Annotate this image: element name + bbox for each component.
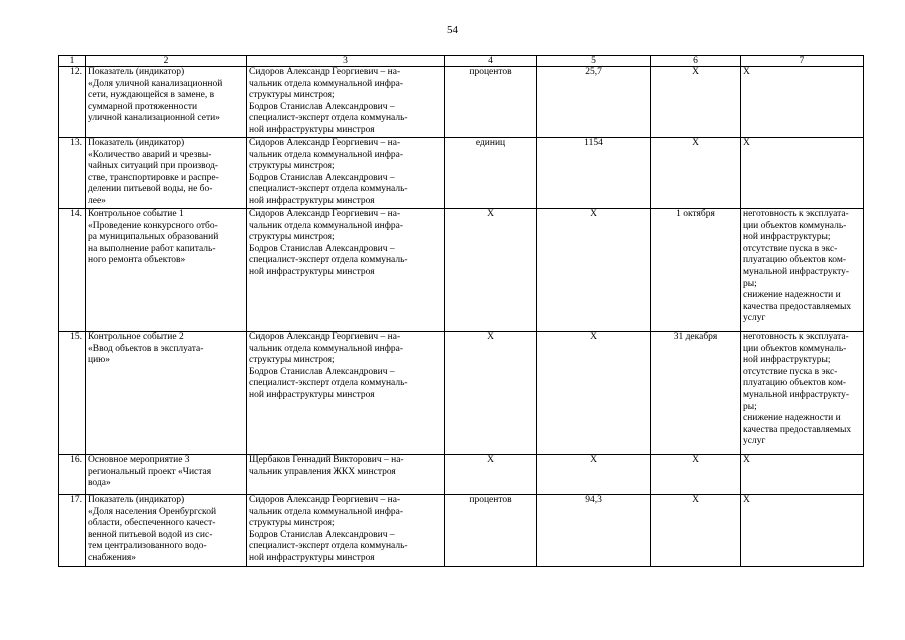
- row-date: X: [651, 495, 741, 567]
- row-unit: X: [445, 332, 537, 455]
- row-risks: X: [741, 495, 864, 567]
- row-name: Показатель (индикатор) «Количество аварий и чрезвы- чайных ситуаций при производ- стве, транспортировке и распре- делении питьевой воды, не бо- лее»: [86, 138, 247, 209]
- row-unit: X: [445, 209, 537, 332]
- row-date: X: [651, 138, 741, 209]
- column-numbers-row: [59, 56, 864, 67]
- row-responsible: Сидоров Александр Георгиевич – на- чальник отдела коммунальной инфра- структуры минстроя; Бодров Станислав Александрович – специалист-эксперт отдела коммуналь- ной инфраструктуры минстроя: [247, 495, 445, 567]
- row-risks: X: [741, 455, 864, 495]
- row-unit: X: [445, 455, 537, 495]
- row-date: 1 октября: [651, 209, 741, 332]
- row-date: X: [651, 67, 741, 138]
- table-row: [59, 455, 864, 495]
- table-row: [59, 209, 864, 332]
- row-name: Контрольное событие 2 «Ввод объектов в эксплуата- цию»: [86, 332, 247, 455]
- column-number: 4: [445, 56, 537, 67]
- row-risks: неготовность к эксплуата- ции объектов коммуналь- ной инфраструктуры; отсутствие пуска в экс- плуатацию объектов ком- мунальной инфраструкту- ры; снижение надежности и качества предоставляемых услуг: [741, 209, 864, 332]
- row-number: 15.: [59, 332, 86, 455]
- row-name: Показатель (индикатор) «Доля уличной канализационной сети, нуждающейся в замене, в суммарной протяженности уличной канализационной сети»: [86, 67, 247, 138]
- row-value: 94,3: [537, 495, 651, 567]
- row-responsible: Сидоров Александр Георгиевич – на- чальник отдела коммунальной инфра- структуры минстроя; Бодров Станислав Александрович – специалист-эксперт отдела коммуналь- ной инфраструктуры минстроя: [247, 209, 445, 332]
- row-number: 12.: [59, 67, 86, 138]
- row-risks: неготовность к эксплуата- ции объектов коммуналь- ной инфраструктуры; отсутствие пуска в экс- плуатацию объектов ком- мунальной инфраструкту- ры; снижение надежности и качества предоставляемых услуг: [741, 332, 864, 455]
- row-value: X: [537, 332, 651, 455]
- page-number: 54: [447, 24, 458, 36]
- column-number: 5: [537, 56, 651, 67]
- row-name: Основное мероприятие 3 региональный проект «Чистая вода»: [86, 455, 247, 495]
- table-row: [59, 495, 864, 567]
- row-number: 14.: [59, 209, 86, 332]
- row-unit: процентов: [445, 495, 537, 567]
- row-responsible: Щербаков Геннадий Викторович – на- чальник управления ЖКХ минстроя: [247, 455, 445, 495]
- row-responsible: Сидоров Александр Георгиевич – на- чальник отдела коммунальной инфра- структуры минстроя; Бодров Станислав Александрович – специалист-эксперт отдела коммуналь- ной инфраструктуры минстроя: [247, 332, 445, 455]
- row-number: 13.: [59, 138, 86, 209]
- row-value: X: [537, 455, 651, 495]
- row-date: 31 декабря: [651, 332, 741, 455]
- column-number: 1: [59, 56, 86, 67]
- row-responsible: Сидоров Александр Георгиевич – на- чальник отдела коммунальной инфра- структуры минстроя; Бодров Станислав Александрович – специалист-эксперт отдела коммуналь- ной инфраструктуры минстроя: [247, 138, 445, 209]
- table-row: [59, 138, 864, 209]
- table-row: [59, 332, 864, 455]
- table-row: [59, 67, 864, 138]
- row-responsible: Сидоров Александр Георгиевич – на- чальник отдела коммунальной инфра- структуры минстроя; Бодров Станислав Александрович – специалист-эксперт отдела коммуналь- ной инфраструктуры минстроя: [247, 67, 445, 138]
- row-unit: процентов: [445, 67, 537, 138]
- row-name: Контрольное событие 1 «Проведение конкурсного отбо- ра муниципальных образований на выполнение работ капиталь- ного ремонта объектов»: [86, 209, 247, 332]
- row-risks: X: [741, 138, 864, 209]
- row-value: X: [537, 209, 651, 332]
- column-number: 6: [651, 56, 741, 67]
- row-name: Показатель (индикатор) «Доля населения Оренбургской области, обеспеченного качест- венной питьевой водой из сис- тем централизованного водо- снабжения»: [86, 495, 247, 567]
- row-number: 16.: [59, 455, 86, 495]
- column-number: 7: [741, 56, 864, 67]
- row-value: 1154: [537, 138, 651, 209]
- row-value: 25,7: [537, 67, 651, 138]
- row-number: 17.: [59, 495, 86, 567]
- row-risks: X: [741, 67, 864, 138]
- row-unit: единиц: [445, 138, 537, 209]
- column-number: 3: [247, 56, 445, 67]
- activities-table: [58, 55, 864, 567]
- column-number: 2: [86, 56, 247, 67]
- row-date: X: [651, 455, 741, 495]
